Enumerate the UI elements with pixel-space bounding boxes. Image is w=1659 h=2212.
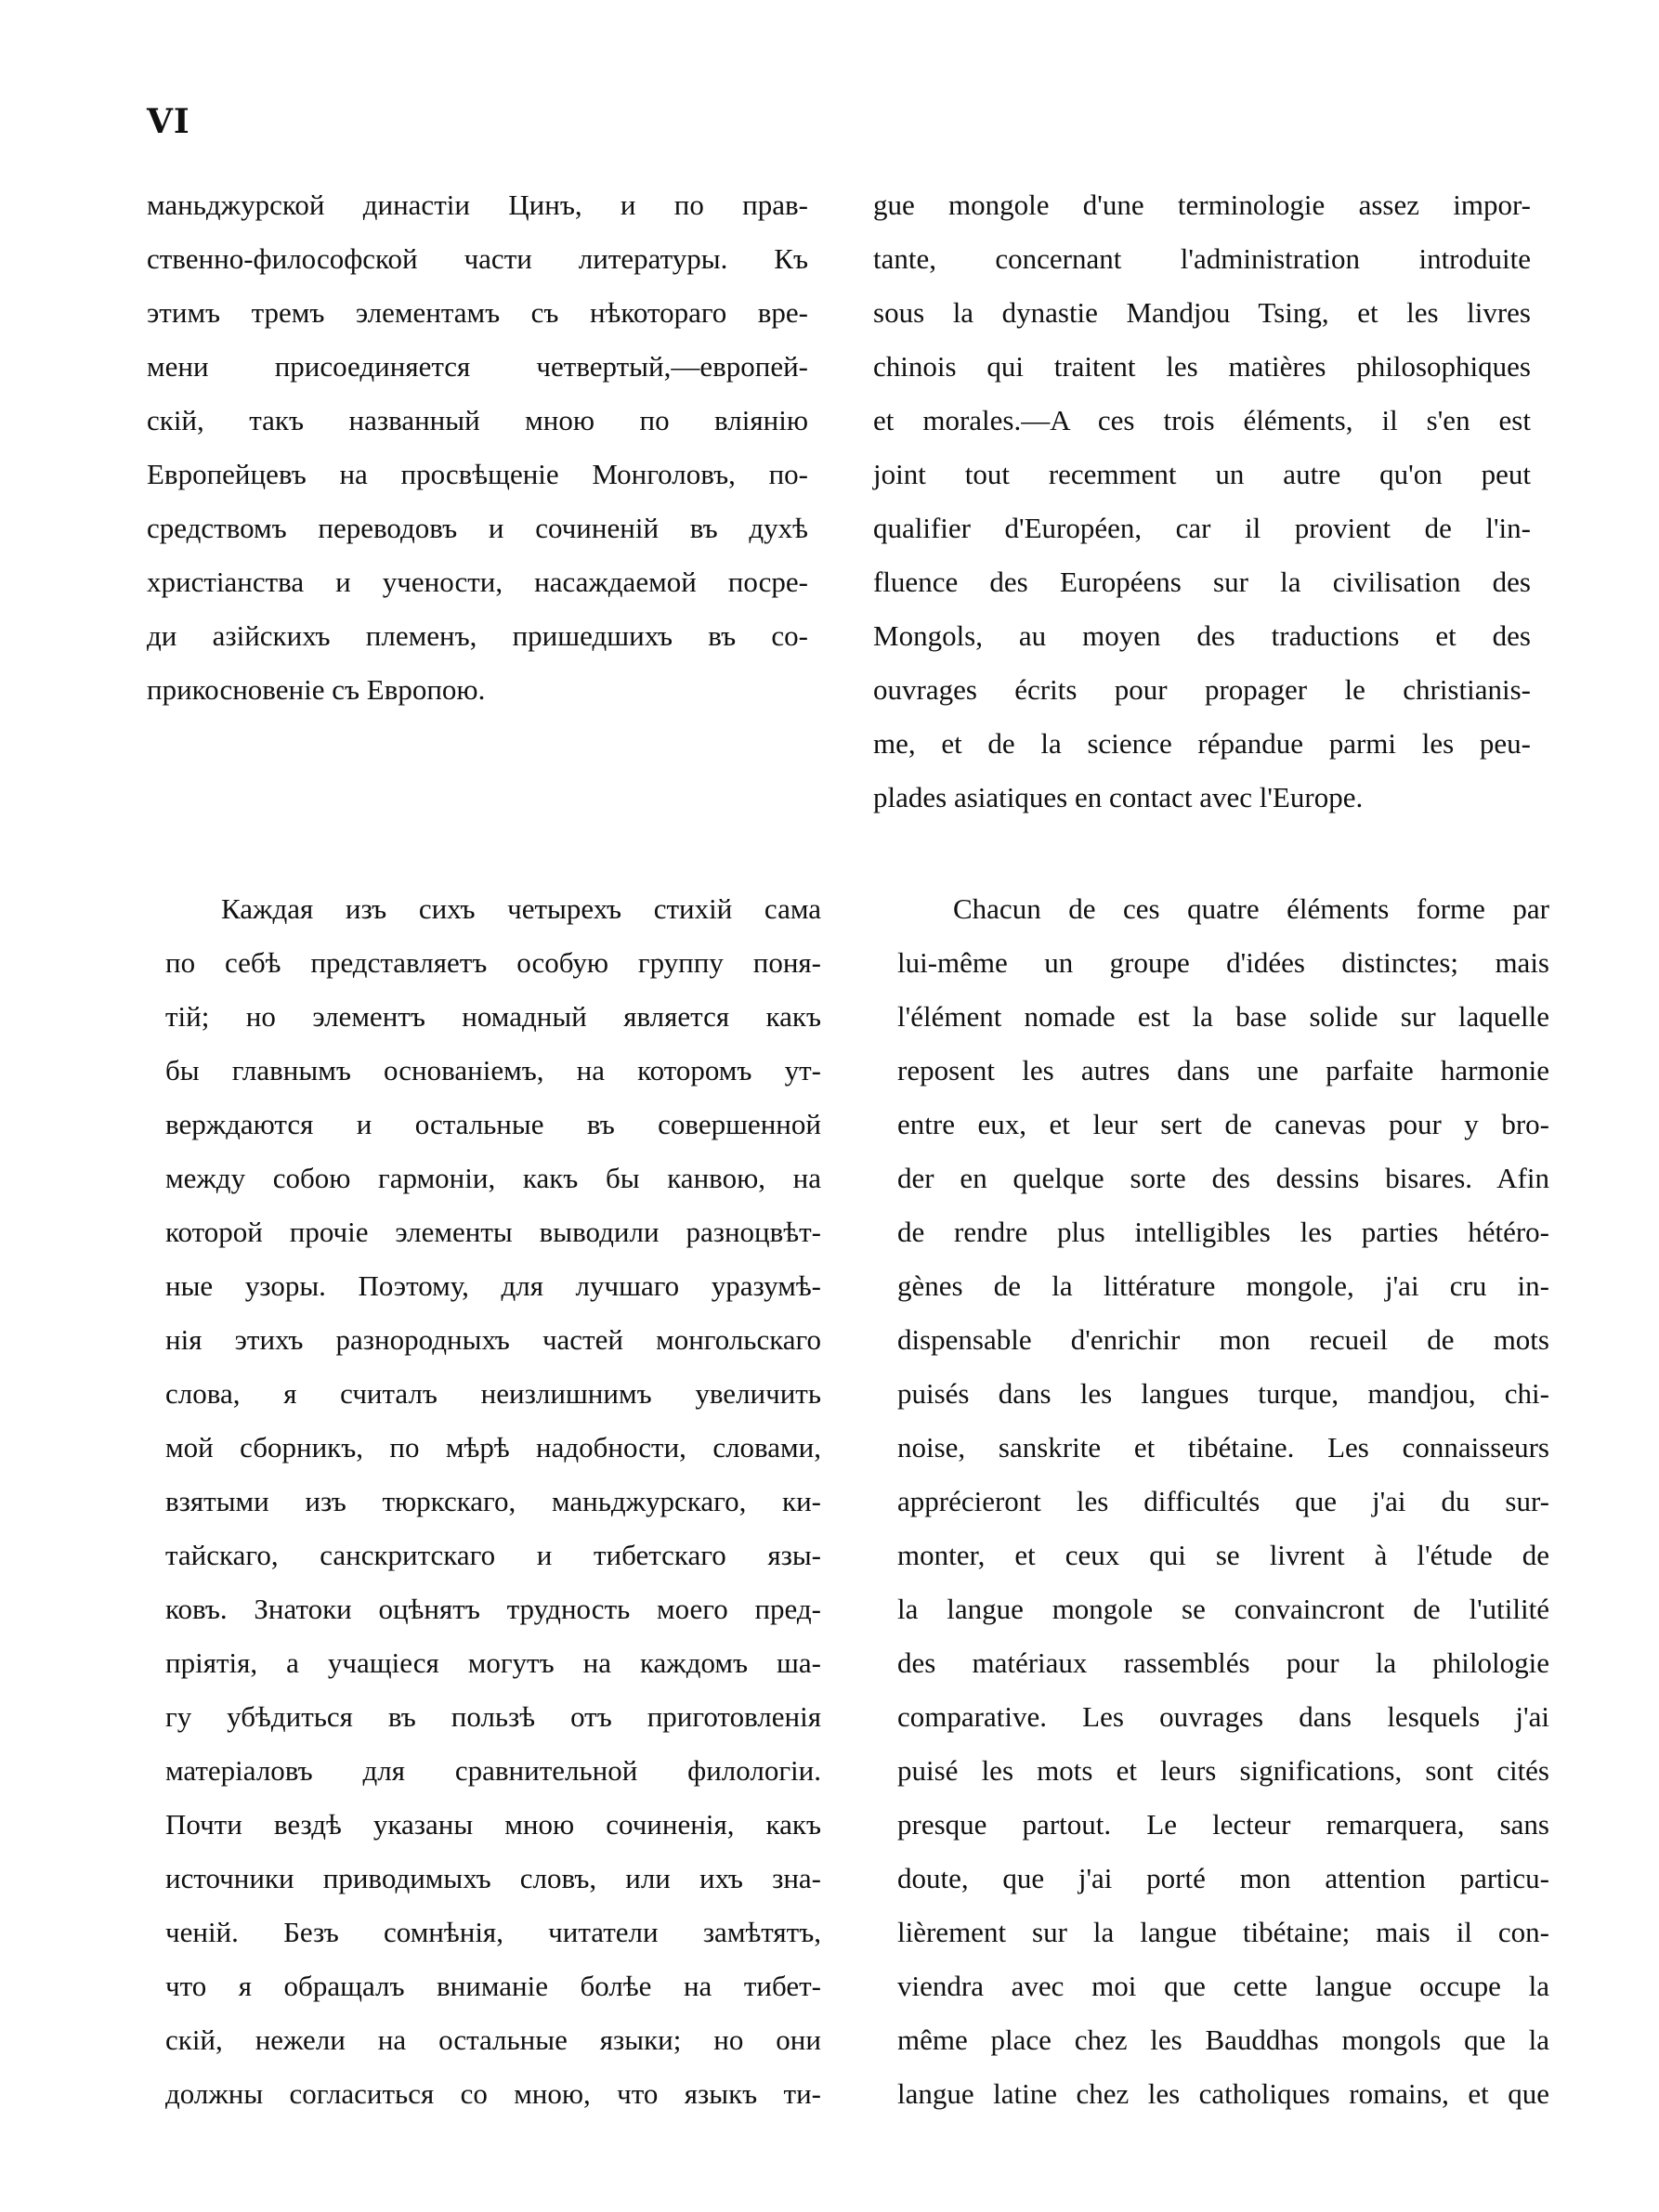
- text-line: viendra avec moi que cette langue occupe la: [897, 1970, 1549, 2002]
- text-line: monter, et ceux qui se livrent à l'étude de: [897, 1539, 1549, 1571]
- text-line: мой сборникъ, по мѣрѣ надобности, словами,: [165, 1431, 821, 1464]
- text-line: sous la dynastie Mandjou Tsing, et les livres: [873, 296, 1531, 329]
- text-line: которой прочіе элементы выводили разноцвѣт-: [165, 1216, 821, 1248]
- text-line: tante, concernant l'administration introduite: [873, 242, 1531, 275]
- text-line: la langue mongole se convaincront de l'utilité: [897, 1593, 1549, 1625]
- text-line: прикосновеніе съ Европою.: [147, 673, 486, 706]
- french-paragraph-2: [897, 882, 1549, 2121]
- text-line: noise, sanskrite et tibétaine. Les connaisseurs: [897, 1431, 1549, 1464]
- page-number: VI: [147, 102, 190, 141]
- text-line: dispensable d'enrichir mon recueil de mots: [897, 1323, 1549, 1356]
- text-line: верждаются и остальные въ совершенной: [165, 1108, 821, 1140]
- text-line: l'élément nomade est la base solide sur laquelle: [897, 1000, 1549, 1033]
- text-line: бы главнымъ основаніемъ, на которомъ ут-: [165, 1054, 821, 1086]
- text-line: скій, такъ названный мною по вліянію: [147, 404, 808, 436]
- text-line: слова, я считалъ неизлишнимъ увеличить: [165, 1377, 821, 1410]
- russian-paragraph-2: [165, 882, 821, 2121]
- text-line: средствомъ переводовъ и сочиненій въ духѣ: [147, 512, 808, 544]
- text-line: même place chez les Bauddhas mongols que la: [897, 2023, 1549, 2056]
- text-line: источники приводимыхъ словъ, или ихъ зна-: [165, 1862, 821, 1894]
- text-line: ные узоры. Поэтому, для лучшаго уразумѣ-: [165, 1269, 821, 1302]
- text-line: et morales.—A ces trois éléments, il s'en est: [873, 404, 1531, 436]
- text-line: Почти вездѣ указаны мною сочиненія, какъ: [165, 1808, 821, 1841]
- russian-paragraph-1: [147, 178, 808, 717]
- text-line: langue latine chez les catholiques romains, et que: [897, 2077, 1549, 2110]
- text-line: по себѣ представляетъ особую группу поня-: [165, 946, 821, 979]
- text-line: ковъ. Знатоки оцѣнятъ трудность моего пред-: [165, 1593, 821, 1625]
- text-line: тайскаго, санскритскаго и тибетскаго язы-: [165, 1539, 821, 1571]
- text-line: comparative. Les ouvrages dans lesquels j'ai: [897, 1700, 1549, 1733]
- text-line: plades asiatiques en contact avec l'Europe.: [873, 781, 1364, 813]
- text-line: entre eux, et leur sert de canevas pour y bro-: [897, 1108, 1549, 1140]
- text-line: puisés dans les langues turque, mandjou, chi-: [897, 1377, 1549, 1410]
- text-line: gue mongole d'une terminologie assez impor-: [873, 189, 1531, 221]
- text-line: Mongols, au moyen des traductions et des: [873, 619, 1531, 652]
- text-line: матеріаловъ для сравнительной филологіи.: [165, 1754, 821, 1787]
- text-line: гу убѣдиться въ пользѣ отъ приготовленія: [165, 1700, 821, 1733]
- text-line: тій; но элементъ номадный является какъ: [165, 1000, 821, 1033]
- text-line: lui-même un groupe d'idées distinctes; mais: [897, 946, 1549, 979]
- text-line: apprécieront les difficultés que j'ai du sur-: [897, 1485, 1549, 1517]
- text-line: qualifier d'Européen, car il provient de l'in-: [873, 512, 1531, 544]
- text-line: ченій. Безъ сомнѣнія, читатели замѣтятъ,: [165, 1916, 821, 1948]
- text-line: presque partout. Le lecteur remarquera, sans: [897, 1808, 1549, 1841]
- text-line: нія этихъ разнородныхъ частей монгольскаго: [165, 1323, 821, 1356]
- text-line: христіанства и учености, насаждаемой посре-: [147, 566, 808, 598]
- text-line: joint tout recemment un autre qu'on peut: [873, 458, 1531, 490]
- text-line: взятыми изъ тюркскаго, маньджурскаго, ки-: [165, 1485, 821, 1517]
- text-line: маньджурской династіи Цинъ, и по прав-: [147, 189, 808, 221]
- text-line: reposent les autres dans une parfaite harmonie: [897, 1054, 1549, 1086]
- text-line: Европейцевъ на просвѣщеніе Монголовъ, по-: [147, 458, 808, 490]
- text-line: der en quelque sorte des dessins bisares. Afin: [897, 1162, 1549, 1194]
- text-line: должны согласиться со мною, что языкъ ти-: [165, 2077, 821, 2110]
- text-line: chinois qui traitent les matières philosophiques: [873, 350, 1531, 383]
- text-line: lièrement sur la langue tibétaine; mais il con-: [897, 1916, 1549, 1948]
- text-line: между собою гармоніи, какъ бы канвою, на: [165, 1162, 821, 1194]
- text-line: des matériaux rassemblés pour la philologie: [897, 1646, 1549, 1679]
- text-line: мени присоединяется четвертый,—европей-: [147, 350, 808, 383]
- text-line: этимъ тремъ элементамъ съ нѣкотораго вре-: [147, 296, 808, 329]
- text-line: fluence des Européens sur la civilisation des: [873, 566, 1531, 598]
- text-line: ди азійскихъ племенъ, пришедшихъ въ со-: [147, 619, 808, 652]
- text-line: Каждая изъ сихъ четырехъ стихій сама: [221, 892, 821, 925]
- text-line: de rendre plus intelligibles les parties hétéro-: [897, 1216, 1549, 1248]
- text-line: ouvrages écrits pour propager le christianis-: [873, 673, 1531, 706]
- text-line: ственно-философской части литературы. Къ: [147, 242, 808, 275]
- french-paragraph-1: [873, 178, 1531, 825]
- text-line: что я обращалъ вниманіе болѣе на тибет-: [165, 1970, 821, 2002]
- text-line: Chacun de ces quatre éléments forme par: [953, 892, 1549, 925]
- text-line: doute, que j'ai porté mon attention particu-: [897, 1862, 1549, 1894]
- text-line: puisé les mots et leurs significations, sont cités: [897, 1754, 1549, 1787]
- text-line: скій, нежели на остальные языки; но они: [165, 2023, 821, 2056]
- text-line: пріятія, а учащіеся могутъ на каждомъ ша-: [165, 1646, 821, 1679]
- text-line: gènes de la littérature mongole, j'ai cru in-: [897, 1269, 1549, 1302]
- text-line: me, et de la science répandue parmi les peu-: [873, 727, 1531, 760]
